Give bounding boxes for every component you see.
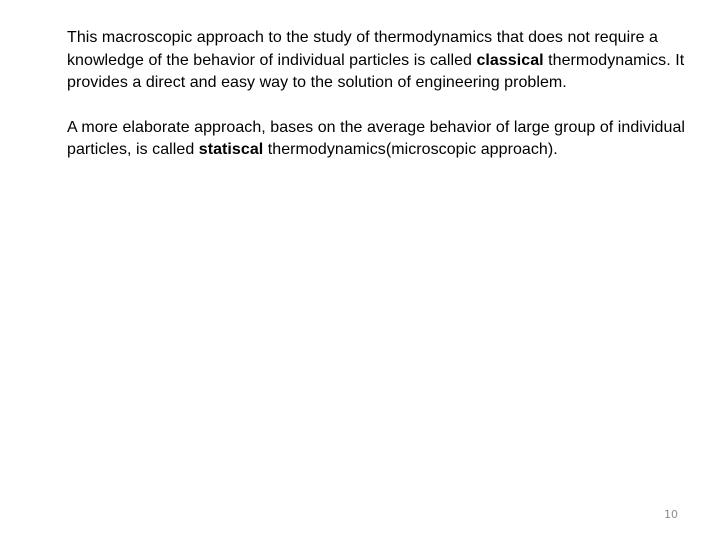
term-classical: classical <box>476 51 544 69</box>
term-statiscal: statiscal <box>198 141 264 158</box>
paragraph1-text-after: thermodynamics. It provides a direct and easy way to the solution of engineering problem. <box>67 51 685 91</box>
paragraph-statistical-thermodynamics <box>67 117 687 162</box>
page-number: 10 <box>664 508 678 521</box>
paragraph2-text-before: A more elaborate approach, bases on the average behavior of large group of individual particles, is called <box>67 118 685 158</box>
paragraph-classical-thermodynamics <box>67 27 687 95</box>
paragraph2-text-after: thermodynamics(microscopic approach). <box>263 141 558 158</box>
paragraph1-text-before: This macroscopic approach to the study of thermodynamics that does not require a knowledge of the behavior of individual particles is called <box>67 29 658 69</box>
slide-body <box>67 27 687 162</box>
